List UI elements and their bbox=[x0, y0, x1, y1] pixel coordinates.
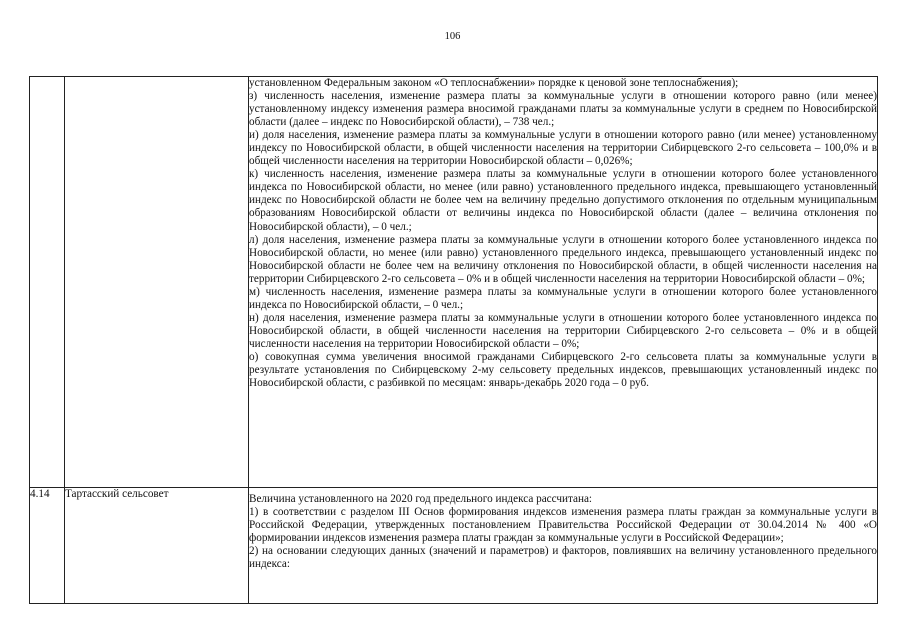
paragraph: к) численность населения, изменение размера платы за коммунальные услуги в отношении которого более установленного индекса по Новосибирской области, но менее (или равно) установленного предельного индекса, превышающего установленный индекс по Новосибирской области не более чем на величину предельно допустимого отклонения по отдельным муниципальным образованиям Новосибирской области от величины индекса по Новосибирской области (далее – величина отклонения по Новосибирской области), – 0 чел.; bbox=[249, 168, 877, 233]
paragraph: о) совокупная сумма увеличения вносимой гражданами Сибирцевского 2-го сельсовета платы за коммунальные услуги в результате установления по Сибирцевскому 2-му сельсовету предельных индексов, превышающих установленный индекс по Новосибирской области, с разбивкой по месяцам: январь-декабрь 2020 года – 0 руб. bbox=[249, 350, 877, 390]
paragraph: з) численность населения, изменение размера платы за коммунальные услуги в отношении которого равно (или менее) установленному индексу изменения размера вносимой гражданами платы за коммунальные услуги в среднем по Новосибирской области (далее – индекс по Новосибирской области), – 738 чел.; bbox=[249, 90, 877, 129]
paragraph: н) доля населения, изменение размера платы за коммунальные услуги в отношении которого более установленного индекса по Новосибирской области, в общей численности населения на территории Сибирцевского 2-го сельсовета – 0% и в общей численности населения на территории Новосибирской области – 0%; bbox=[249, 311, 877, 350]
paragraph: л) доля населения, изменение размера платы за коммунальные услуги в отношении которого более установленного индекса по Новосибирской области, но менее (или равно) установленного предельного индекса, превышающего установленный индекс по Новосибирской области не более чем на величину отклонения по Новосибирской области, в общей численности населения на территории Сибирцевского 2-го сельсовета – 0% и в общей численности населения на территории Новосибирской области – 0%; bbox=[249, 233, 877, 285]
row-number-cell: 4.14 bbox=[30, 488, 65, 604]
index-description-cell bbox=[249, 77, 878, 488]
page-number: 106 bbox=[444, 31, 461, 42]
paragraph: 2) на основании следующих данных (значений и параметров) и факторов, повлиявших на величину установленного предельного индекса: bbox=[249, 545, 877, 571]
row-number-cell bbox=[30, 77, 65, 488]
table-row bbox=[30, 488, 878, 604]
tariff-index-table bbox=[29, 76, 878, 604]
paragraph: установленном Федеральным законом «О теплоснабжении» порядке к ценовой зоне теплоснабжения); bbox=[249, 77, 739, 89]
municipality-name-cell: Тартасский сельсовет bbox=[65, 488, 249, 604]
paragraph: м) численность населения, изменение размера платы за коммунальные услуги в отношении которого более установленного индекса по Новосибирской области, – 0 чел.; bbox=[249, 285, 877, 311]
municipality-name-cell bbox=[65, 77, 249, 488]
index-description-cell bbox=[249, 488, 878, 604]
paragraph: 1) в соответствии с разделом III Основ формирования индексов изменения размера платы граждан за коммунальные услуги в Российской Федерации, утвержденных постановлением Правительства Российской Федерации от 30.04.2014 № 400 «О формировании индексов изменения размера платы граждан за коммунальные услуги в Российской Федерации»; bbox=[249, 506, 877, 545]
table-row bbox=[30, 77, 878, 488]
paragraph: Величина установленного на 2020 год предельного индекса рассчитана: bbox=[249, 493, 593, 505]
paragraph: и) доля населения, изменение размера платы за коммунальные услуги в отношении которого равно (или менее) установленному индексу по Новосибирской области, в общей численности населения на территории Сибирцевского 2-го сельсовета – 100,0% и в общей численности населения на территории Новосибирской области – 0,026%; bbox=[249, 129, 877, 168]
